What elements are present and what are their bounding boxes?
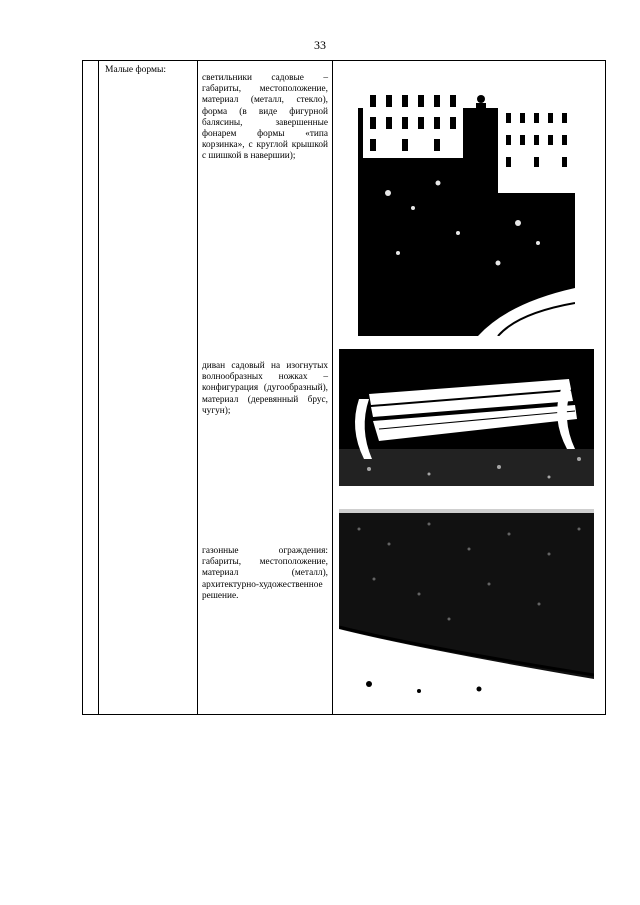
bench-description: диван садовый на изогнутых волнообразных ножках – конфигурация (дугообразный), материал (деревянный брус, чугун); <box>202 361 328 416</box>
table-cell-index <box>83 61 99 715</box>
table-cell-descriptions <box>198 61 333 715</box>
garden-bench-photo <box>339 349 594 486</box>
page-number: 33 <box>314 38 326 52</box>
garden-lamp-photo <box>358 73 575 336</box>
table-cell-category <box>99 61 198 715</box>
monument-features-table <box>82 60 606 715</box>
lamp-description: светильники садовые – габариты, местоположение, материал (металл, стекло), форма (в виде фигурной балясины, завершенные фонарем формы «типа корзинка», с круглой крышкой с шишкой в навершии); <box>202 73 328 162</box>
lawn-fence-photo <box>339 509 594 701</box>
category-label: Малые формы: <box>105 65 167 75</box>
fence-description: газонные ограждения: габариты, местоположение, материал (металл), архитектурно-художественное решение. <box>202 546 328 601</box>
table-cell-photos <box>333 61 606 715</box>
